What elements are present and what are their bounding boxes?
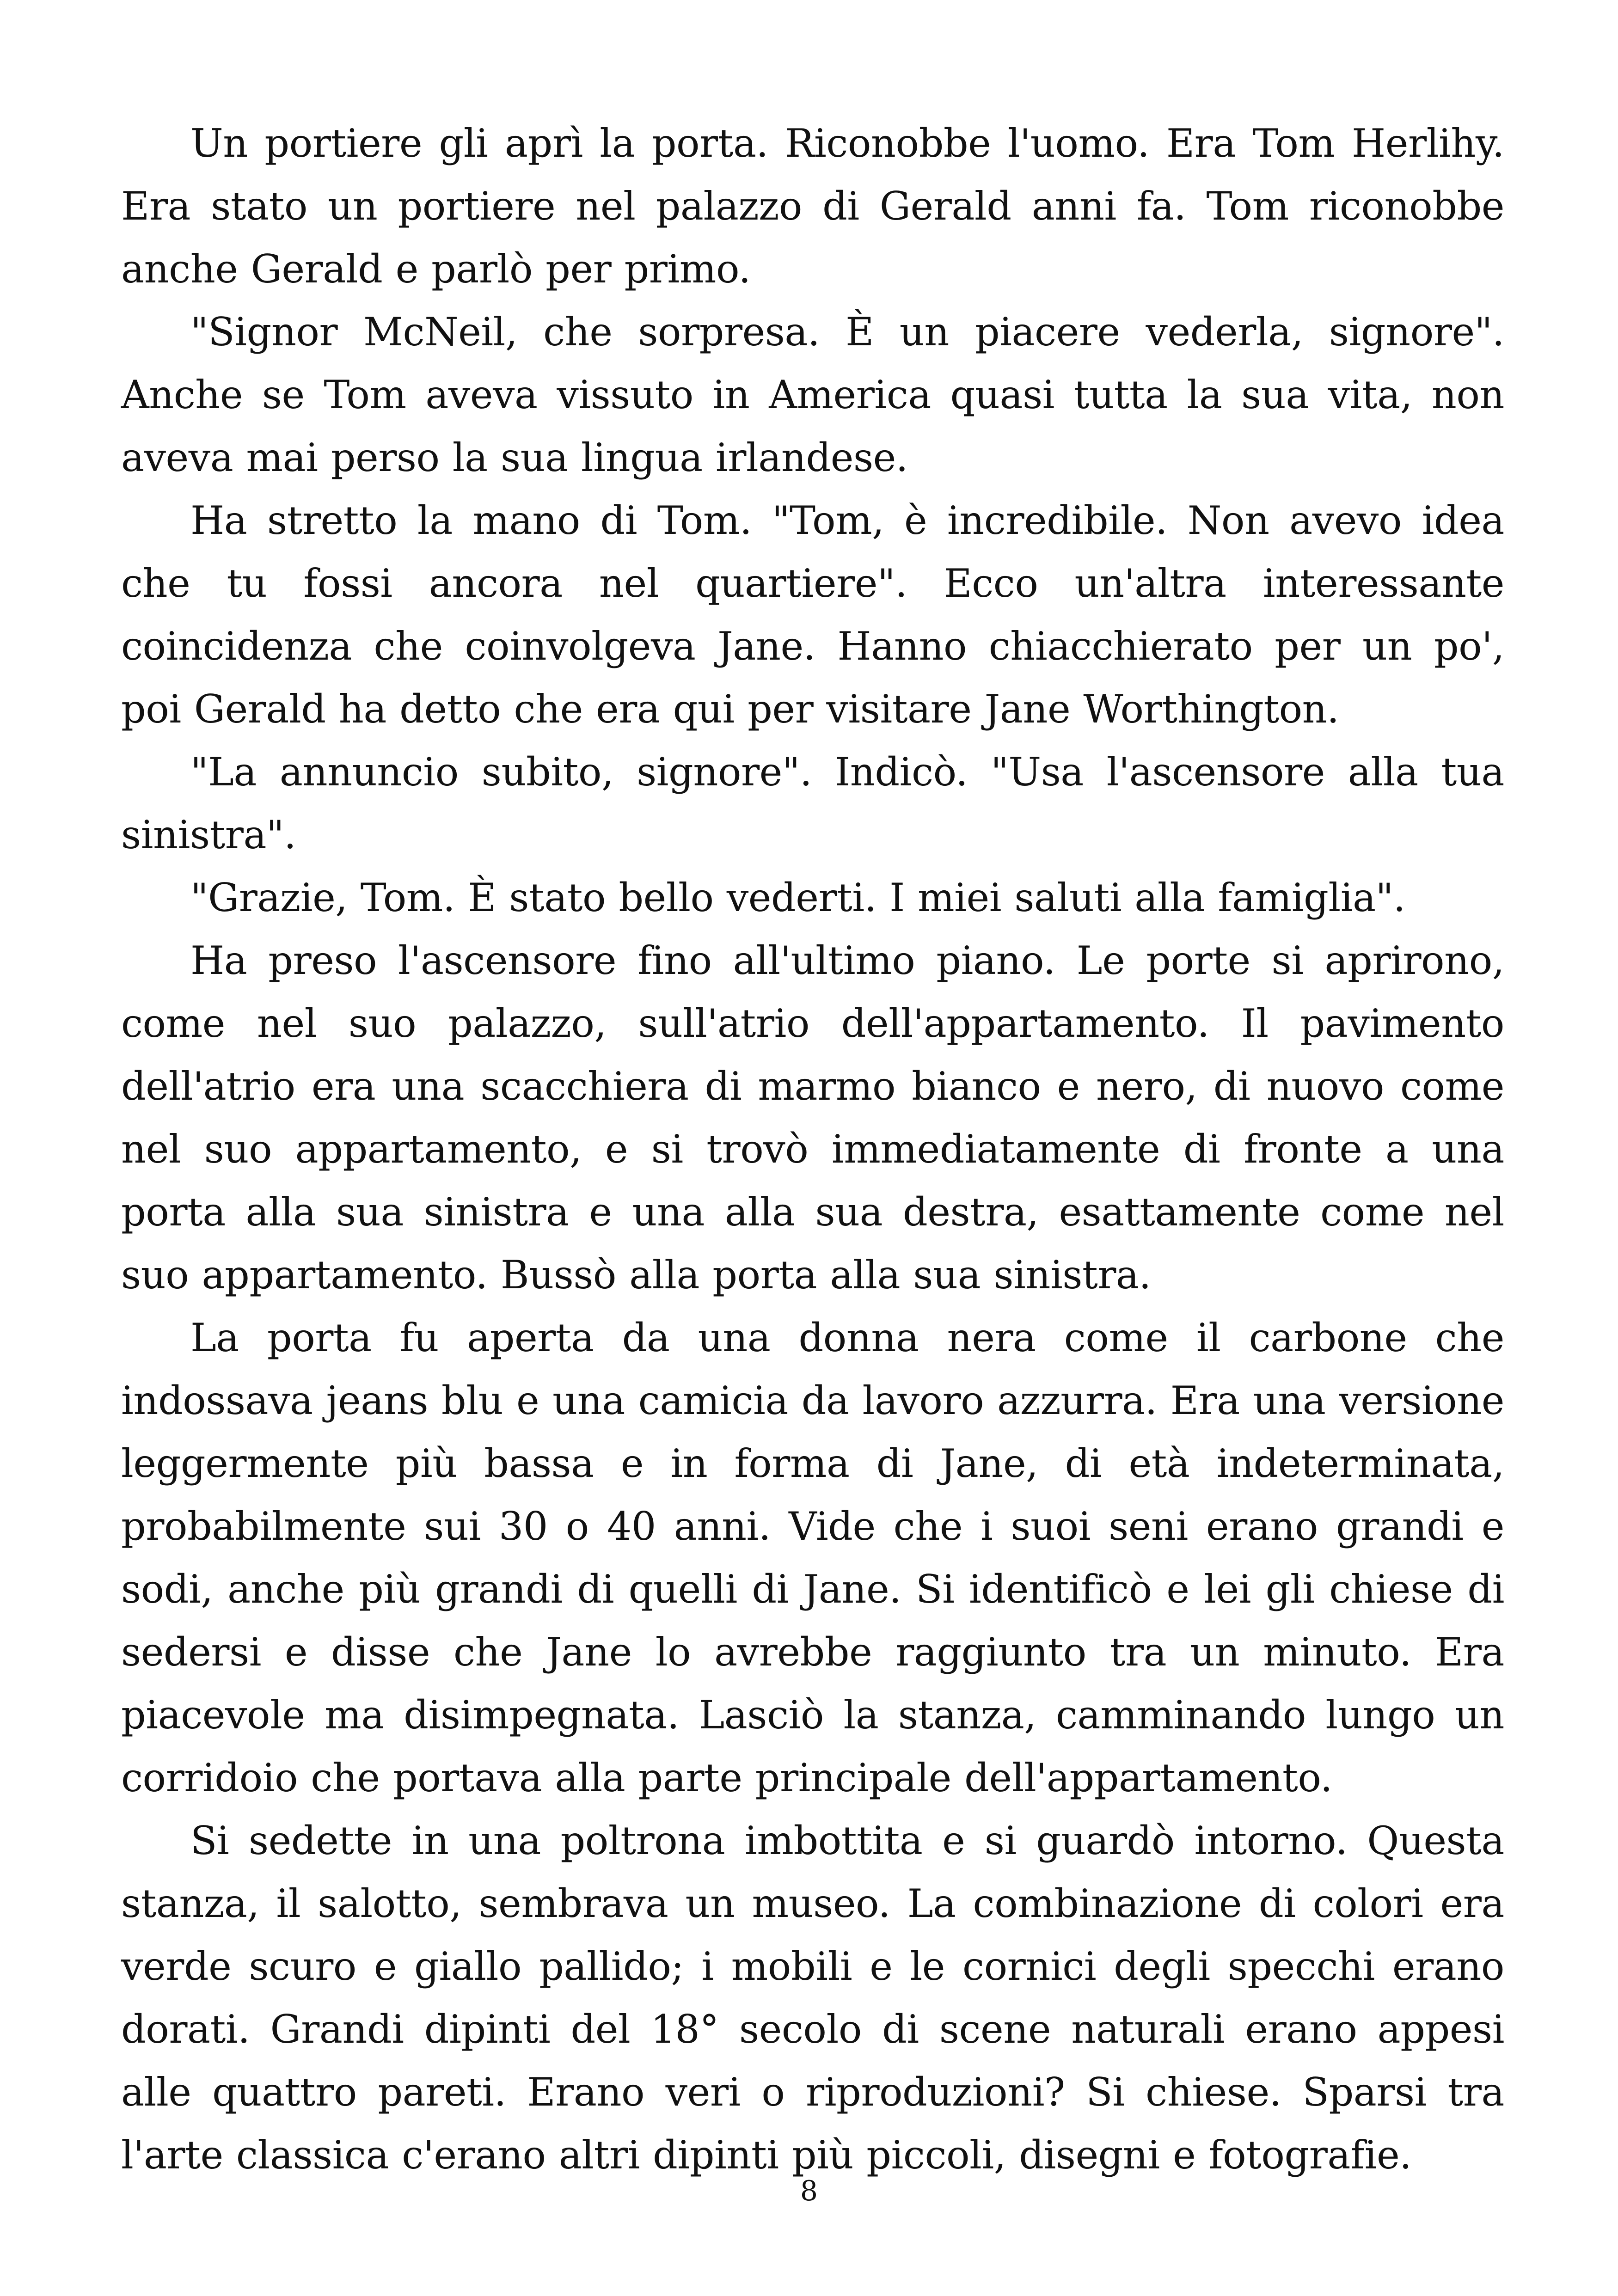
paragraph-4: "La annuncio subito, signore". Indicò. "Usa l'ascensore alla tua sinistra".	[121, 749, 1504, 857]
paragraph-3: Ha stretto la mano di Tom. "Tom, è incredibile. Non avevo idea che tu fossi ancora nel quartiere". Ecco un'altra interessante coincidenza che coinvolgeva Jane. Hanno chiacchierato per un po', poi Gerald ha detto che era qui per visitare Jane Worthington.	[121, 498, 1504, 732]
page-number: 8	[800, 2175, 818, 2207]
paragraph-2: "Signor McNeil, che sorpresa. È un piacere vederla, signore". Anche se Tom aveva vissuto in America quasi tutta la sua vita, non aveva mai perso la sua lingua irlandese.	[121, 309, 1504, 480]
paragraph-7: La porta fu aperta da una donna nera come il carbone che indossava jeans blu e una camicia da lavoro azzurra. Era una versione leggermente più bassa e in forma di Jane, di età indeterminata, probabilmente sui 30 o 40 anni. Vide che i suoi seni erano grandi e sodi, anche più grandi di quelli di Jane. Si identificò e lei gli chiese di sedersi e disse che Jane lo avrebbe raggiunto tra un minuto. Era piacevole ma disimpegnata. Lasciò la stanza, camminando lungo un corridoio che portava alla parte principale dell'appartamento.	[121, 1315, 1504, 1800]
paragraph-5: "Grazie, Tom. È stato bello vederti. I miei saluti alla famiglia".	[190, 875, 1405, 920]
page-body	[121, 112, 1504, 2186]
paragraph-6: Ha preso l'ascensore fino all'ultimo piano. Le porte si aprirono, come nel suo palazzo, sull'atrio dell'appartamento. Il pavimento dell'atrio era una scacchiera di marmo bianco e nero, di nuovo come nel suo appartamento, e si trovò immediatamente di fronte a una porta alla sua sinistra e una alla sua destra, esattamente come nel suo appartamento. Bussò alla porta alla sua sinistra.	[121, 938, 1504, 1298]
paragraph-8: Si sedette in una poltrona imbottita e si guardò intorno. Questa stanza, il salotto, sembrava un museo. La combinazione di colori era verde scuro e giallo pallido; i mobili e le cornici degli specchi erano dorati. Grandi dipinti del 18° secolo di scene naturali erano appesi alle quattro pareti. Erano veri o riproduzioni? Si chiese. Sparsi tra l'arte classica c'erano altri dipinti più piccoli, disegni e fotografie.	[121, 1818, 1504, 2178]
paragraph-1: Un portiere gli aprì la porta. Riconobbe l'uomo. Era Tom Herlihy. Era stato un portiere nel palazzo di Gerald anni fa. Tom riconobbe anche Gerald e parlò per primo.	[121, 121, 1504, 292]
